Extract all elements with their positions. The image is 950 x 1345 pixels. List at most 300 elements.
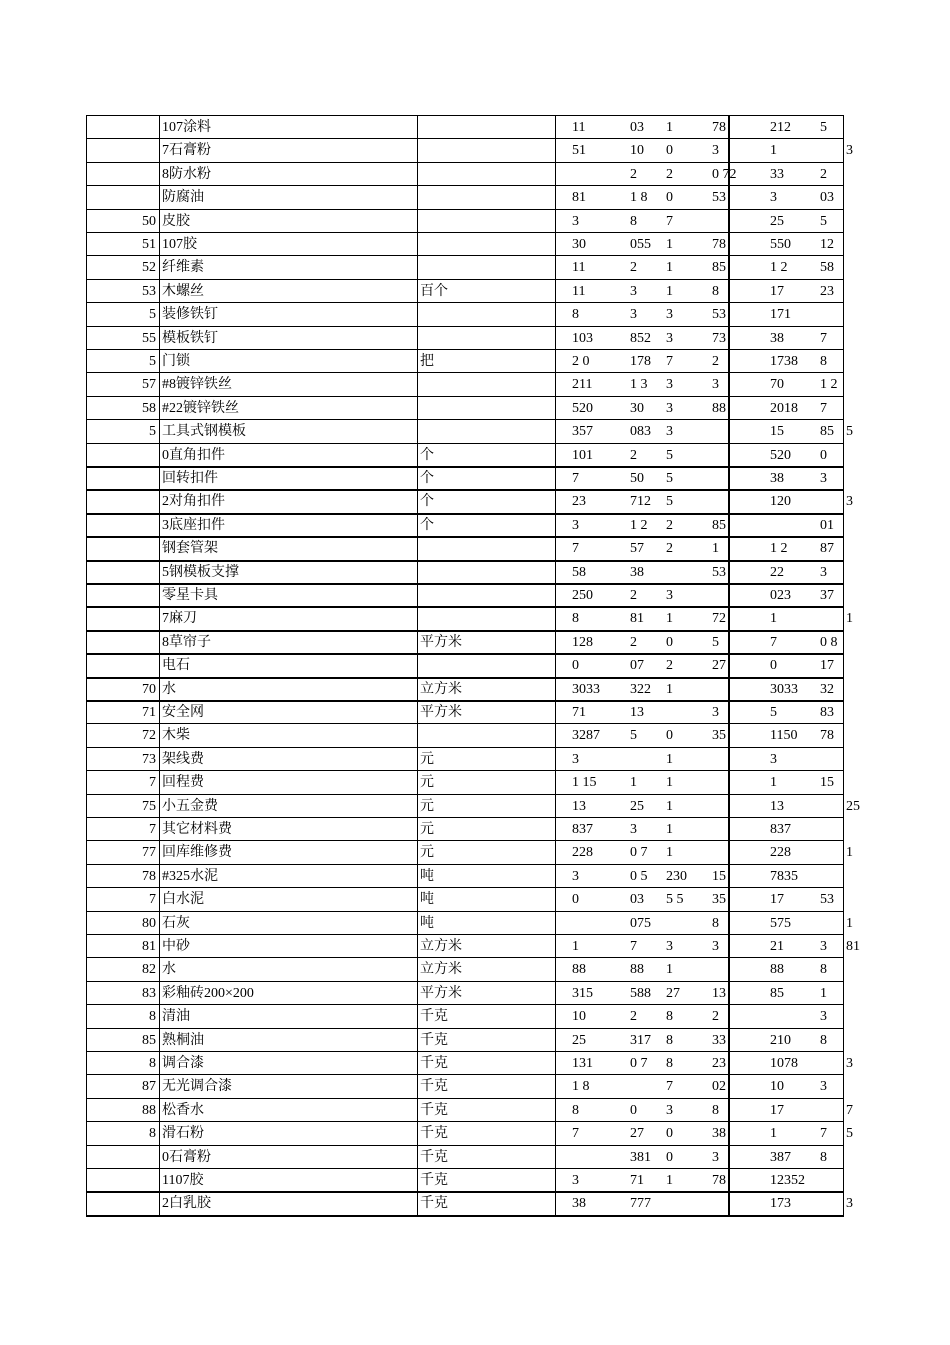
value-cell: 88 [572, 962, 586, 978]
material-name: #8镀锌铁丝 [162, 377, 232, 393]
value-cell: 27 [630, 1126, 644, 1142]
value-cell: 3 [666, 377, 673, 393]
value-cell: 023 [770, 588, 791, 603]
value-cell: 2 [666, 658, 673, 674]
material-name: 1107胶 [162, 1173, 204, 1188]
row-number: 71 [142, 705, 156, 720]
value-cell: 230 [666, 868, 687, 884]
row-divider [86, 794, 844, 795]
value-cell: 10 [770, 1079, 784, 1095]
value-cell: 3 [820, 1079, 827, 1095]
value-cell: 3 [712, 143, 719, 159]
value-cell: 8 [666, 1032, 673, 1048]
value-cell: 22 [770, 564, 784, 580]
material-name: 0直角扣件 [162, 447, 225, 463]
row-number: 50 [142, 213, 156, 229]
value-cell: 0 8 [820, 634, 838, 650]
row-divider [86, 115, 844, 116]
value-cell: 1 [572, 939, 579, 954]
material-name: 8防水粉 [162, 166, 211, 182]
value-cell: 8 [572, 307, 579, 323]
value-cell: 03 [630, 892, 644, 908]
value-cell: 5 [666, 471, 673, 486]
value-cell: 3 [666, 424, 673, 440]
value-cell: 3 [820, 471, 827, 486]
value-cell: 2 [712, 354, 719, 369]
value-cell: 1 [666, 283, 673, 299]
value-cell: 38 [712, 1126, 726, 1142]
value-cell: 81 [846, 939, 860, 954]
value-cell: 7 [572, 541, 579, 557]
row-divider [86, 349, 844, 350]
material-name: 回转扣件 [162, 471, 218, 486]
value-cell: 1 [770, 1126, 777, 1142]
value-cell: 3 [712, 1149, 719, 1165]
row-divider [86, 326, 844, 327]
value-cell: 53 [820, 892, 834, 908]
unit-cell: 立方米 [420, 962, 462, 978]
row-divider [86, 583, 844, 585]
value-cell: 3 [630, 822, 637, 837]
material-name: 白水泥 [162, 892, 204, 908]
material-name: 8草帘子 [162, 634, 211, 650]
row-number: 72 [142, 728, 156, 744]
value-cell: 1 3 [630, 377, 648, 393]
row-divider [86, 513, 844, 515]
row-divider [86, 232, 844, 233]
value-cell: 72 [712, 611, 726, 627]
row-divider [86, 162, 844, 163]
unit-cell: 元 [420, 798, 434, 814]
value-cell: 1 [666, 120, 673, 135]
material-name: 木柴 [162, 728, 190, 744]
row-divider [86, 630, 844, 632]
row-number: 8 [149, 1126, 156, 1142]
value-cell: 1 8 [630, 190, 648, 206]
value-cell: 85 [770, 985, 784, 1001]
unit-cell: 把 [420, 354, 434, 369]
value-cell: 3 [712, 705, 719, 720]
unit-cell: 平方米 [420, 634, 462, 650]
value-cell: 3033 [572, 681, 600, 697]
value-cell: 10 [630, 143, 644, 159]
value-cell: 11 [572, 260, 586, 276]
value-cell: 520 [572, 400, 593, 416]
value-cell: 083 [630, 424, 651, 440]
value-cell: 1 [712, 541, 719, 557]
value-cell: 1 [770, 775, 777, 791]
value-cell: 103 [572, 330, 593, 346]
row-number: 5 [149, 424, 156, 440]
value-cell: 5 [712, 634, 719, 650]
row-divider [86, 887, 844, 888]
value-cell: 2 0 [572, 354, 590, 369]
value-cell: 2 [712, 1009, 719, 1025]
row-divider [86, 934, 844, 935]
value-cell: 23 [712, 1056, 726, 1071]
value-cell: 25 [572, 1032, 586, 1048]
value-cell: 13 [572, 798, 586, 814]
material-name: 2对角扣件 [162, 494, 225, 510]
material-name: 107涂料 [162, 120, 211, 135]
value-cell: 51 [572, 143, 586, 159]
unit-cell: 元 [420, 751, 434, 767]
value-cell: 128 [572, 634, 593, 650]
value-cell: 8 [820, 1149, 827, 1165]
value-cell: 3 [820, 1009, 827, 1025]
value-cell: 3 [666, 939, 673, 954]
value-cell: 1 [770, 611, 777, 627]
material-name: 调合漆 [162, 1056, 204, 1071]
value-cell: 1 8 [572, 1079, 590, 1095]
material-name: 防腐油 [162, 190, 204, 206]
row-divider [86, 138, 844, 139]
material-name: 彩釉砖200×200 [162, 985, 254, 1001]
value-cell: 71 [630, 1173, 644, 1188]
row-number: 57 [142, 377, 156, 393]
unit-cell: 吨 [420, 868, 434, 884]
value-cell: 210 [770, 1032, 791, 1048]
value-cell: 13 [630, 705, 644, 720]
row-number: 78 [142, 868, 156, 884]
unit-cell: 个 [420, 447, 434, 463]
value-cell: 25 [630, 798, 644, 814]
value-cell: 712 [630, 494, 651, 510]
value-cell: 0 [572, 658, 579, 674]
value-cell: 0 [666, 728, 673, 744]
value-cell: 01 [820, 517, 834, 533]
row-divider [86, 653, 844, 655]
value-cell: 1 [820, 985, 827, 1001]
value-cell: 0 7 [630, 1056, 648, 1071]
value-cell: 1 [666, 260, 673, 276]
value-cell: 055 [630, 237, 651, 252]
value-cell: 1 [666, 798, 673, 814]
material-name: 0石膏粉 [162, 1149, 211, 1165]
material-name: 皮胶 [162, 213, 190, 229]
value-cell: 38 [572, 1196, 586, 1212]
value-cell: 58 [572, 564, 586, 580]
row-number: 8 [149, 1056, 156, 1071]
value-cell: 85 [712, 517, 726, 533]
material-name: 回库维修费 [162, 845, 232, 861]
value-cell: 7 [820, 400, 827, 416]
value-cell: 7835 [770, 868, 798, 884]
value-cell: 11 [572, 120, 586, 135]
value-cell: 53 [712, 564, 726, 580]
row-divider [86, 1168, 844, 1169]
material-name: 石灰 [162, 915, 190, 931]
row-number: 52 [142, 260, 156, 276]
row-number: 7 [149, 822, 156, 837]
value-cell: 2 [630, 166, 637, 182]
value-cell: 17 [820, 658, 834, 674]
value-cell: 7 [666, 354, 673, 369]
row-divider [86, 396, 844, 397]
value-cell: 212 [770, 120, 791, 135]
value-cell: 1 [666, 237, 673, 252]
value-cell: 3 [666, 307, 673, 323]
value-cell: 38 [770, 471, 784, 486]
value-cell: 5 [820, 120, 827, 135]
row-number: 81 [142, 939, 156, 954]
value-cell: 1738 [770, 354, 798, 369]
value-cell: 0 [666, 143, 673, 159]
value-cell: 3033 [770, 681, 798, 697]
row-number: 77 [142, 845, 156, 861]
row-divider [86, 1074, 844, 1075]
unit-cell: 千克 [420, 1173, 448, 1188]
value-cell: 2 [630, 634, 637, 650]
unit-cell: 千克 [420, 1056, 448, 1071]
value-cell: 7 [666, 1079, 673, 1095]
value-cell: 3287 [572, 728, 600, 744]
value-cell: 777 [630, 1196, 651, 1212]
value-cell: 85 [712, 260, 726, 276]
material-name: 其它材料费 [162, 822, 232, 837]
row-divider [86, 466, 844, 468]
value-cell: 7 [846, 1102, 853, 1118]
unit-cell: 千克 [420, 1102, 448, 1118]
row-number: 58 [142, 400, 156, 416]
value-cell: 38 [770, 330, 784, 346]
value-cell: 3 [770, 751, 777, 767]
row-divider [86, 185, 844, 186]
value-cell: 0 [666, 634, 673, 650]
unit-cell: 百个 [420, 283, 448, 299]
value-cell: 1 [666, 775, 673, 791]
value-cell: 1 15 [572, 775, 597, 791]
value-cell: 25 [770, 213, 784, 229]
value-cell: 03 [630, 120, 644, 135]
value-cell: 53 [712, 190, 726, 206]
value-cell: 70 [770, 377, 784, 393]
value-cell: 3 [630, 283, 637, 299]
value-cell: 37 [820, 588, 834, 603]
value-cell: 211 [572, 377, 593, 393]
value-cell: 3 [572, 751, 579, 767]
value-cell: 8 [820, 962, 827, 978]
value-cell: 173 [770, 1196, 791, 1212]
value-cell: 17 [770, 283, 784, 299]
value-cell: 2 [630, 1009, 637, 1025]
value-cell: 0 [666, 190, 673, 206]
value-cell: 3 [572, 213, 579, 229]
value-cell: 58 [820, 260, 834, 276]
value-cell: 0 [770, 658, 777, 674]
row-number: 7 [149, 892, 156, 908]
row-divider [86, 560, 844, 562]
value-cell: 8 [572, 1102, 579, 1118]
row-divider [86, 864, 844, 865]
value-cell: 17 [770, 892, 784, 908]
value-cell: 11 [572, 283, 586, 299]
value-cell: 357 [572, 424, 593, 440]
value-cell: 3 [666, 588, 673, 603]
unit-cell: 立方米 [420, 681, 462, 697]
value-cell: 35 [712, 728, 726, 744]
value-cell: 1 [666, 751, 673, 767]
row-divider [86, 419, 844, 420]
value-cell: 7 [630, 939, 637, 954]
row-number: 87 [142, 1079, 156, 1095]
row-divider [86, 1004, 844, 1005]
value-cell: 73 [712, 330, 726, 346]
material-name: 电石 [162, 658, 190, 674]
value-cell: 7 [666, 213, 673, 229]
value-cell: 1 [666, 845, 673, 861]
value-cell: 83 [820, 705, 834, 720]
value-cell: 2 [820, 166, 827, 182]
value-cell: 7 [572, 1126, 579, 1142]
value-cell: 57 [630, 541, 644, 557]
unit-cell: 个 [420, 494, 434, 510]
row-divider [86, 700, 844, 702]
value-cell: 3 [820, 564, 827, 580]
value-cell: 7 [572, 471, 579, 486]
material-name: 107胶 [162, 237, 197, 252]
value-cell: 5 [820, 213, 827, 229]
row-divider [86, 957, 844, 958]
value-cell: 5 [666, 494, 673, 510]
value-cell: 0 7 [630, 845, 648, 861]
material-name: #22镀锌铁丝 [162, 400, 239, 416]
material-name: 滑石粉 [162, 1126, 204, 1142]
material-name: 中砂 [162, 939, 190, 954]
value-cell: 32 [820, 681, 834, 697]
row-divider [86, 840, 844, 841]
material-name: 熟桐油 [162, 1032, 204, 1048]
material-name: 水 [162, 962, 176, 978]
value-cell: 23 [820, 283, 834, 299]
value-cell: 1 [630, 775, 637, 791]
value-cell: 2 [630, 447, 637, 463]
value-cell: 3 [846, 1196, 853, 1212]
value-cell: 03 [820, 190, 834, 206]
value-cell: 5 [846, 1126, 853, 1142]
value-cell: 81 [572, 190, 586, 206]
value-cell: 1 [846, 611, 853, 627]
row-divider [86, 302, 844, 303]
value-cell: 1 [846, 845, 853, 861]
row-number: 73 [142, 751, 156, 767]
value-cell: 8 [630, 213, 637, 229]
material-name: 无光调合漆 [162, 1079, 232, 1095]
value-cell: 21 [770, 939, 784, 954]
unit-cell: 立方米 [420, 939, 462, 954]
material-name: 小五金费 [162, 798, 218, 814]
value-cell: 1 [666, 611, 673, 627]
row-divider [86, 1098, 844, 1099]
row-divider [86, 677, 844, 679]
unit-cell: 千克 [420, 1196, 448, 1212]
value-cell: 1 2 [770, 260, 788, 276]
value-cell: 120 [770, 494, 791, 510]
row-divider [86, 443, 844, 444]
unit-cell: 平方米 [420, 985, 462, 1001]
row-number: 8 [149, 1009, 156, 1025]
value-cell: 0 72 [712, 166, 737, 182]
value-cell: 0 5 [630, 868, 648, 884]
value-cell: 520 [770, 447, 791, 463]
row-divider [86, 723, 844, 724]
value-cell: 13 [712, 985, 726, 1001]
value-cell: 5 [666, 447, 673, 463]
material-name: 7麻刀 [162, 611, 197, 627]
row-number: 70 [142, 681, 156, 697]
value-cell: 2 [666, 517, 673, 533]
value-cell: 38 [630, 564, 644, 580]
value-cell: 8 [572, 611, 579, 627]
material-name: 水 [162, 681, 176, 697]
value-cell: 25 [846, 798, 860, 814]
value-cell: 35 [712, 892, 726, 908]
value-cell: 1 [666, 681, 673, 697]
row-number: 80 [142, 915, 156, 931]
row-divider [86, 536, 844, 538]
unit-cell: 吨 [420, 892, 434, 908]
value-cell: 2 [630, 260, 637, 276]
value-cell: 322 [630, 681, 651, 697]
row-number: 53 [142, 283, 156, 299]
unit-cell: 元 [420, 822, 434, 837]
material-name: 零星卡具 [162, 588, 218, 603]
value-cell: 0 [820, 447, 827, 463]
value-cell: 1 [666, 822, 673, 837]
value-cell: 88 [712, 400, 726, 416]
value-cell: 15 [712, 868, 726, 884]
value-cell: 7 [820, 1126, 827, 1142]
value-cell: 88 [770, 962, 784, 978]
value-cell: 7 [820, 330, 827, 346]
value-cell: 0 [666, 1126, 673, 1142]
value-cell: 78 [820, 728, 834, 744]
row-number: 7 [149, 775, 156, 791]
material-name: 模板铁钉 [162, 330, 218, 346]
value-cell: 1 2 [630, 517, 648, 533]
value-cell: 588 [630, 985, 651, 1001]
row-number: 5 [149, 307, 156, 323]
value-cell: 228 [770, 845, 791, 861]
value-cell: 12 [820, 237, 834, 252]
value-cell: 837 [572, 822, 593, 837]
value-cell: 3 [712, 939, 719, 954]
value-cell: 550 [770, 237, 791, 252]
value-cell: 3 [770, 190, 777, 206]
unit-cell: 千克 [420, 1126, 448, 1142]
row-divider [86, 279, 844, 280]
value-cell: 3 [572, 1173, 579, 1188]
value-cell: 78 [712, 1173, 726, 1188]
value-cell: 171 [770, 307, 791, 323]
unit-cell: 千克 [420, 1149, 448, 1165]
value-cell: 3 [820, 939, 827, 954]
value-cell: 23 [572, 494, 586, 510]
unit-cell: 吨 [420, 915, 434, 931]
row-divider [86, 817, 844, 818]
row-number: 75 [142, 798, 156, 814]
value-cell: 228 [572, 845, 593, 861]
value-cell: 7 [770, 634, 777, 650]
row-divider [86, 255, 844, 256]
value-cell: 3 [572, 517, 579, 533]
row-number: 5 [149, 354, 156, 369]
unit-cell: 个 [420, 471, 434, 486]
material-name: 5钢模板支撑 [162, 564, 239, 580]
value-cell: 8 [820, 1032, 827, 1048]
value-cell: 3 [666, 330, 673, 346]
unit-cell: 千克 [420, 1032, 448, 1048]
